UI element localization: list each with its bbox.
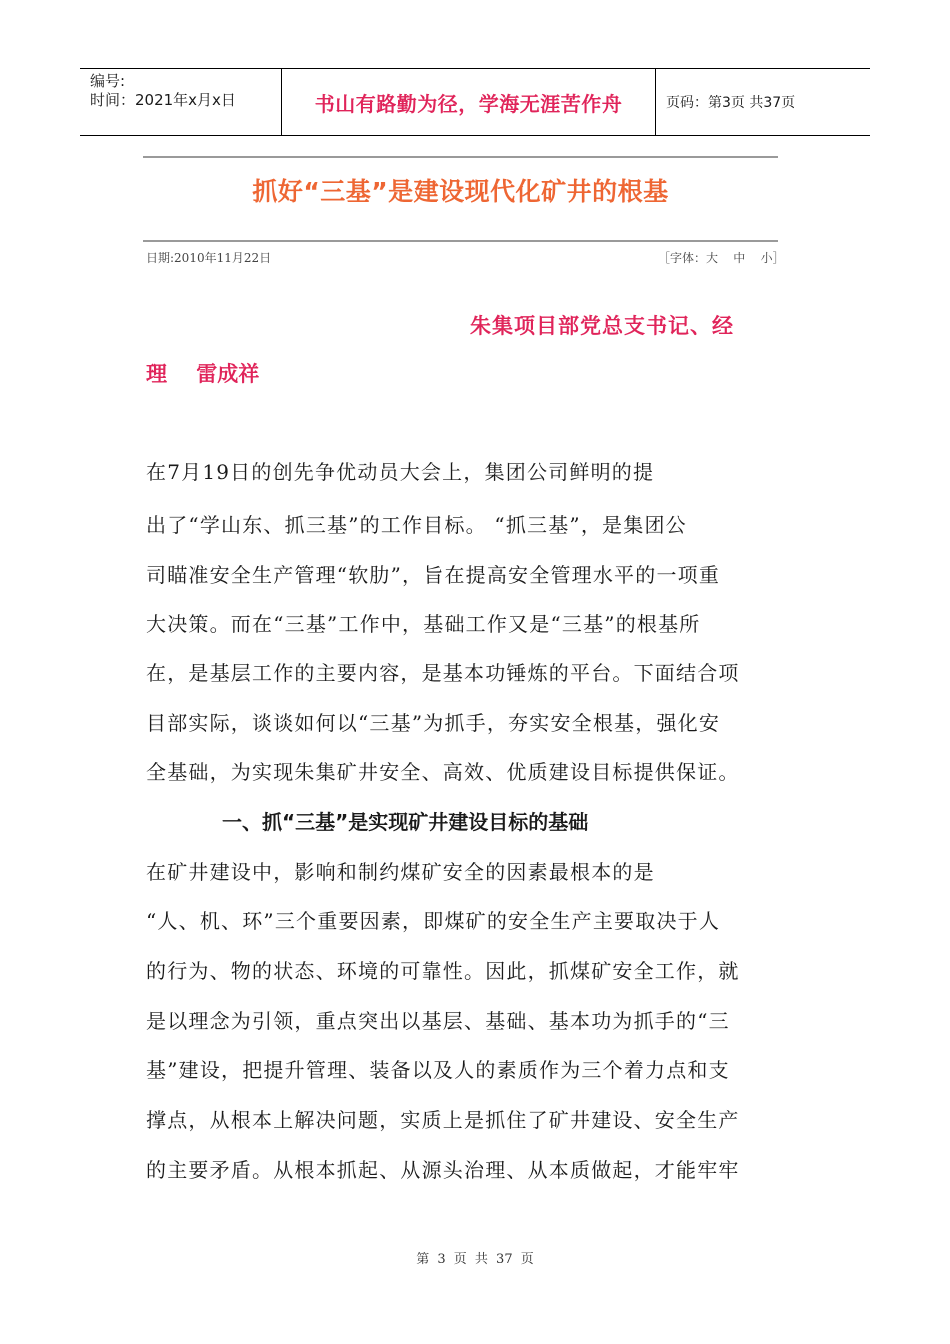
- document-header: [80, 68, 870, 136]
- paragraph-2-line: 撑点，从根本上解决问题，实质上是抓住了矿井建设、安全生产: [146, 1108, 740, 1132]
- paragraph-2-line: 的主要矛盾。从根本抓起、从源头治理、从本质做起，才能牢牢: [146, 1158, 740, 1182]
- font-size-small-link[interactable]: 小: [760, 251, 773, 265]
- paragraph-1-line: 司瞄准安全生产管理“软肋”，旨在提高安全管理水平的一项重: [146, 563, 721, 587]
- paragraph-1-line: 目部实际，谈谈如何以“三基”为抓手，夯实安全根基，强化安: [146, 711, 721, 735]
- paragraph-1-line: 大决策。而在“三基”工作中，基础工作又是“三基”的根基所: [146, 612, 701, 636]
- font-size-prefix: ［字体：: [658, 251, 707, 265]
- paragraph-1-line: 全基础，为实现朱集矿井安全、高效、优质建设目标提供保证。: [146, 760, 740, 784]
- page-footer: 第 3 页 共 37 页: [416, 1252, 534, 1267]
- header-page-info: 页码：第3页 共37页: [666, 95, 796, 111]
- article-title: 抓好“三基”是建设现代化矿井的根基: [252, 177, 669, 206]
- title-top-rule: [143, 156, 778, 158]
- paragraph-2-line: “人、机、环”三个重要因素，即煤矿的安全生产主要取决于人: [146, 909, 721, 933]
- font-size-large-link[interactable]: 大: [706, 251, 719, 265]
- paragraph-1-line: 出了“学山东、抓三基”的工作目标。 “抓三基”，是集团公: [146, 513, 687, 537]
- paragraph-1-line: 在7月19日的创先争优动员大会上，集团公司鲜明的提: [146, 460, 655, 484]
- paragraph-2-line: 的行为、物的状态、环境的可靠性。因此，抓煤矿安全工作，就: [146, 959, 740, 983]
- font-size-medium-link[interactable]: 中: [733, 251, 746, 265]
- paragraph-2-line: 在矿井建设中，影响和制约煤矿安全的因素最根本的是: [146, 860, 655, 884]
- header-info-cell: [80, 69, 280, 135]
- time-label: 时间：2021年x月x日: [90, 91, 236, 109]
- font-size-suffix: ］: [772, 251, 785, 265]
- header-motto: 书山有路勤为径，学海无涯苦作舟: [314, 91, 623, 116]
- article-date: 日期:2010年11月22日: [146, 251, 272, 265]
- author-line-2: 理 雷成祥: [146, 362, 260, 386]
- section-heading: 一、抓“三基”是实现矿井建设目标的基础: [222, 810, 589, 834]
- number-label: 编号:: [90, 72, 126, 90]
- paragraph-2-line: 基”建设，把提升管理、装备以及人的素质作为三个着力点和支: [146, 1058, 730, 1082]
- title-bottom-rule: [143, 240, 778, 242]
- paragraph-2-line: 是以理念为引领，重点突出以基层、基础、基本功为抓手的“三: [146, 1009, 730, 1033]
- paragraph-1-line: 在，是基层工作的主要内容，是基本功锤炼的平台。下面结合项: [146, 661, 740, 685]
- font-size-selector: [658, 249, 785, 266]
- author-line-1: 朱集项目部党总支书记、经: [470, 314, 734, 338]
